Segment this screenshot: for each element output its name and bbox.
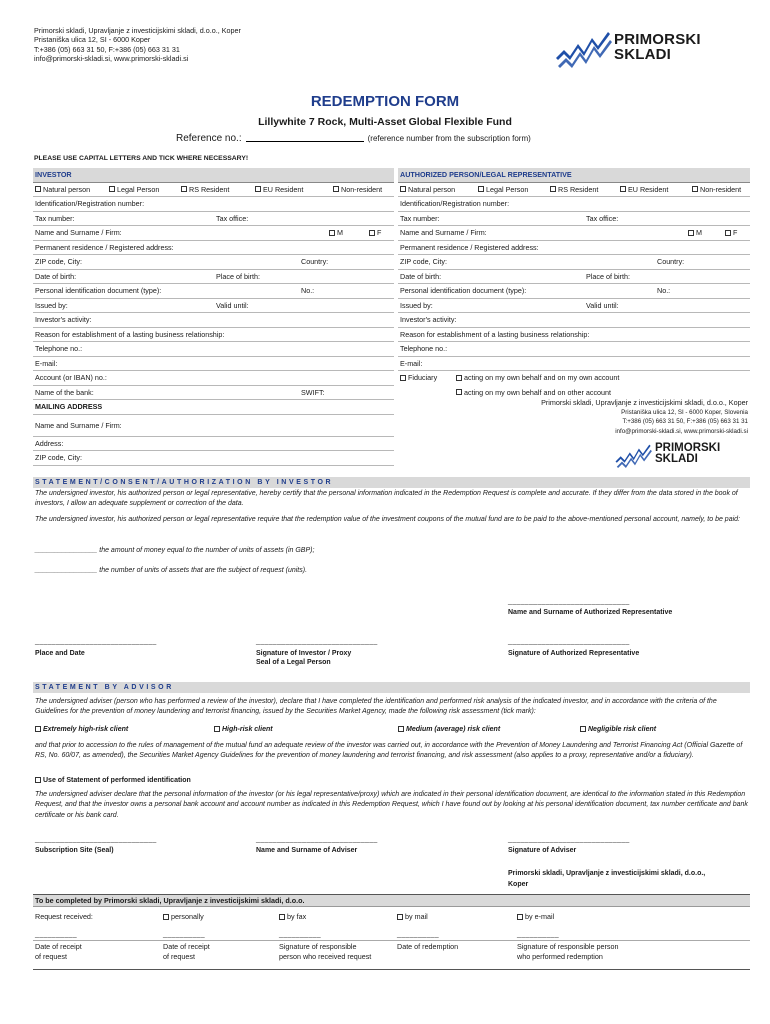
investor-nonres-checkbox[interactable]: Non-resident [333,183,382,198]
advisor-statement-header: STATEMENT BY ADVISOR [33,682,750,693]
company-name: Primorski skladi, Upravljanje z investicijskimi skladi, d.o.o., Koper [34,26,241,35]
rep-name-line[interactable]: _____________________________ [508,598,630,605]
rep-eu-checkbox[interactable]: EU Resident [620,183,668,198]
responsible-sig-line[interactable]: __________ [279,931,321,938]
place-date-label: Place and Date [35,650,85,657]
use-statement-checkbox[interactable]: Use of Statement of performed identification [35,776,191,785]
rep-legal-checkbox[interactable]: Legal Person [478,183,528,198]
logo-text-2: SKLADI [614,46,672,63]
primorski-logo [556,28,746,68]
mailing-zip-field[interactable]: ZIP code, City: [33,451,394,466]
representative-header: AUTHORIZED PERSON/LEGAL REPRESENTATIVE [398,168,750,183]
advisor-statement-p2: and that prior to accession to the rules of management of the mutual fund an adequate review of the investor was carried out, in accordance with the Prevention of Money Laundering and Terrorist Financing Act (Official Gazette of RS, No. 60/07, as amended), the Securities Market Agency Guidelines for the prevention of money laundering and terrorist financing, and risk assessment (also applies to a proxy, representative and/or a fiduciary). [35,742,743,760]
site-label: Subscription Site (Seal) [35,847,114,854]
adviser-sig-line[interactable]: _____________________________ [508,836,630,843]
mailing-address-field[interactable]: Address: [33,437,394,452]
receipt-date-line[interactable]: __________ [35,931,77,938]
completion-signatures [33,927,750,969]
email-checkbox[interactable]: by e-mail [517,907,554,927]
investor-natural-checkbox[interactable]: Natural person [35,183,90,198]
rep-pid-field[interactable]: Personal identification document (type): No.: [398,284,750,299]
rep-id-field[interactable]: Identification/Registration number: [398,197,750,212]
company-address: Pristaniška ulica 12, SI - 6000 Koper [34,35,151,45]
personally-checkbox[interactable]: personally [163,907,204,927]
mini-logo-text-2: SKLADI [655,453,698,465]
investor-reason-field[interactable]: Reason for establishment of a lasting business relationship: [33,328,394,343]
redemption-date-line[interactable]: __________ [397,931,439,938]
rep-issued-field[interactable]: Issued by: Valid until: [398,299,750,314]
investor-email-field[interactable]: E-mail: [33,357,394,372]
investor-account-field[interactable]: Account (or IBAN) no.: [33,371,394,386]
risk-medium-checkbox[interactable]: Medium (average) risk client [398,725,500,735]
reference-label: Reference no.: [176,133,242,144]
company-web: info@primorski-skladi.si, www.primorski-skladi.si [34,54,189,64]
rep-phone-field[interactable]: Telephone no.: [398,342,750,357]
rep-dob-field[interactable]: Date of birth: Place of birth: [398,270,750,285]
investor-type-row [33,183,394,198]
fiduciary-checkbox[interactable]: Fiduciary [400,371,437,386]
rep-name-field[interactable]: Name and Surname / Firm: M F [398,226,750,241]
investor-id-field[interactable]: Identification/Registration number: [33,197,394,212]
form-subtitle: Lillywhite 7 Rock, Multi-Asset Global Flexible Fund [258,116,512,128]
rep-zip-field[interactable]: ZIP code, City: Country: [398,255,750,270]
reference-input[interactable] [246,141,364,142]
logo-waves-icon [615,442,655,468]
rep-f-checkbox[interactable]: F [725,226,737,241]
representative-section [398,168,750,436]
responsible-sig-label: Signature of responsible person who received request [279,942,372,961]
logo-waves-icon [556,28,616,68]
investor-header: INVESTOR [33,168,394,183]
rep-name-label: Name and Surname of Authorized Representative [508,609,673,616]
investor-statement-p1: The undersigned investor, his authorized person or legal representative, hereby certify that the personal information indicated in the Redemption Request is complete and accurate. If they differ from the data stored in the book of investors, I allow an adequate supplement or correction of the data. [35,490,738,508]
investor-m-checkbox[interactable]: M [329,226,343,241]
company-phone: T:+386 (05) 663 31 50, F:+386 (05) 663 31 31 [34,44,180,54]
mailing-address-heading: MAILING ADDRESS [33,400,394,415]
investor-name-field[interactable]: Name and Surname / Firm: M F [33,226,394,241]
rep-sig-label: Signature of Authorized Representative [508,650,640,657]
completion-header: To be completed by Primorski skladi, Upravljanje z investicijskimi skladi, d.o.o. [33,895,750,907]
rep-activity-field[interactable]: Investor's activity: [398,313,750,328]
investor-section [33,168,394,466]
adviser-name-line[interactable]: _____________________________ [256,836,378,843]
advisor-statement-p3: The undersigned adviser declare that the personal information of the investor (or his legal representative/proxy) which are indicated in their personal identification document, are identical to the information stated in this Redemption Request, and that the investor owns a personal bank account and account number as indicated in this Redemption Request, which I have found out by looking at his personal identification document, tax number certificate and bank certificate or his bank card. [35,791,748,819]
units-option[interactable]: ________________ the number of units of assets that are the subject of request (units). [35,567,308,574]
mini-logo-text-1: PRIMORSKI [655,442,721,454]
received-row [33,907,750,927]
advisor-statement-p1: The undersigned adviser (person who has performed a review of the investor), declare that I have completed the identification and performed risk analysis of the indicated investor, and in accordance with the criteria of the Guidelines for the prevention of money laundering and terrorist financing, issued by the Securities Market Agency, made the following risk assessment (tick mark): [35,698,717,716]
rep-tax-field[interactable]: Tax number: Tax office: [398,212,750,227]
investor-statement-header: STATEMENT/CONSENT/AUTHORIZATION BY INVESTOR [33,477,750,488]
investor-eu-checkbox[interactable]: EU Resident [255,183,303,198]
rep-other-account-row [398,386,750,401]
rep-rs-checkbox[interactable]: RS Resident [550,183,598,198]
investor-tax-field[interactable]: Tax number: Tax office: [33,212,394,227]
investor-activity-field[interactable]: Investor's activity: [33,313,394,328]
receipt-date-line-2[interactable]: __________ [163,931,205,938]
rep-sig-line[interactable]: _____________________________ [508,638,630,645]
rep-email-field[interactable]: E-mail: [398,357,750,372]
investor-legal-checkbox[interactable]: Legal Person [109,183,159,198]
investor-residence-field[interactable]: Permanent residence / Registered address: [33,241,394,256]
rep-natural-checkbox[interactable]: Natural person [400,183,455,198]
adviser-name-label: Name and Surname of Adviser [256,847,358,854]
risk-negligible-checkbox[interactable]: Negligible risk client [580,725,656,735]
investor-dob-field[interactable]: Date of birth: Place of birth: [33,270,394,285]
reference-note: (reference number from the subscription form) [367,134,531,143]
mail-checkbox[interactable]: by mail [397,907,428,927]
mailing-name-field[interactable]: Name and Surname / Firm: [33,415,394,437]
rep-fiduciary-row [398,371,750,386]
logo-text-1: PRIMORSKI [614,31,701,48]
receipt-date-label-2: Date of receipt of request [163,942,210,961]
completion-box [33,894,750,970]
rep-residence-field[interactable]: Permanent residence / Registered address: [398,241,750,256]
redemption-sig-line[interactable]: __________ [517,931,559,938]
redemption-date-label: Date of redemption [397,942,459,951]
site-line[interactable]: _____________________________ [35,836,157,843]
investor-rs-checkbox[interactable]: RS Resident [181,183,229,198]
received-label: Request received: [35,912,93,921]
other-account-checkbox[interactable]: acting on my own behalf and on other account [456,386,611,401]
investor-issued-field[interactable]: Issued by: Valid until: [33,299,394,314]
investor-statement-p2: The undersigned investor, his authorized person or legal representative require that the redemption value of the investment coupons of the mutual fund are to be paid to the above-mentioned personal account, namely, to be paid: [35,516,740,523]
investor-pid-field[interactable]: Personal identification document (type): No.: [33,284,394,299]
advisor-company: Primorski skladi, Upravljanje z investicijskimi skladi, d.o.o., Koper [508,870,706,888]
investor-sig-label: Signature of Investor / Proxy Seal of a Legal Person [256,650,352,666]
rep-company-block: Primorski skladi, Upravljanje z investicijskimi skladi, d.o.o., Koper Pristaniška ulica 12, SI - 6000 Koper, Slovenia T:+386 (05) 663 31 50, F:+386 (05) 663 31 31 info@primorski-skladi.si, www.primorski-skladi.si [541,398,748,435]
risk-high-checkbox[interactable]: High-risk client [214,725,273,735]
investor-bank-field[interactable]: Name of the bank: SWIFT: [33,386,394,401]
investor-zip-field[interactable]: ZIP code, City: Country: [33,255,394,270]
fax-checkbox[interactable]: by fax [279,907,306,927]
mini-logo [615,442,755,468]
amount-option[interactable]: ________________ the amount of money equal to the number of units of assets (in GBP); [35,547,315,554]
company-header [34,26,241,64]
own-behalf-checkbox[interactable]: acting on my own behalf and on my own account [456,371,619,386]
rep-nonres-checkbox[interactable]: Non-resident [692,183,741,198]
rep-reason-field[interactable]: Reason for establishment of a lasting business relationship: [398,328,750,343]
rep-m-checkbox[interactable]: M [688,226,702,241]
form-title: REDEMPTION FORM [310,93,460,110]
adviser-sig-label: Signature of Adviser [508,847,577,854]
risk-extreme-checkbox[interactable]: Extremely high-risk client [35,725,128,735]
rep-type-row [398,183,750,198]
redemption-sig-label: Signature of responsible person who performed redemption [517,942,619,961]
investor-phone-field[interactable]: Telephone no.: [33,342,394,357]
investor-f-checkbox[interactable]: F [369,226,381,241]
investor-sig-line[interactable]: _____________________________ [256,638,378,645]
reference-row [176,133,531,144]
caps-note: PLEASE USE CAPITAL LETTERS AND TICK WHERE NECESSARY! [34,155,249,162]
place-date-line[interactable]: _____________________________ [35,638,157,645]
receipt-date-label: Date of receipt of request [35,942,82,961]
